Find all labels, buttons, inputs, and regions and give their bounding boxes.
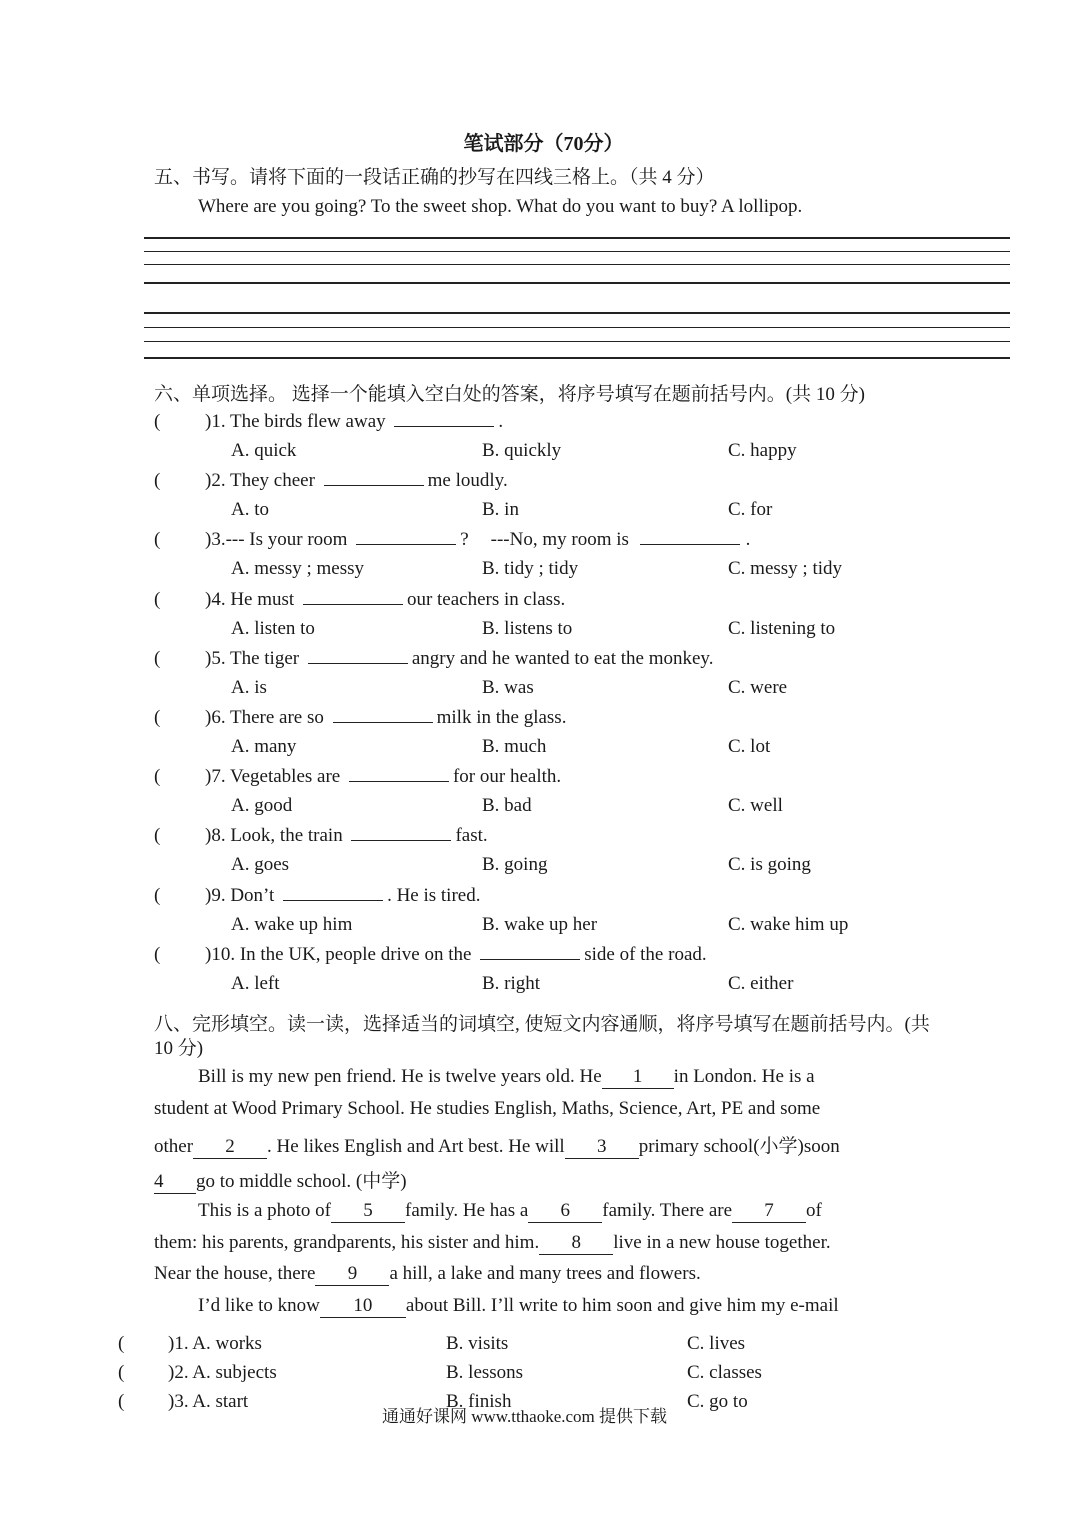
answer-bracket[interactable]: (	[154, 411, 161, 432]
option-a: A. to	[231, 499, 269, 520]
question-text: )10. In the UK, people drive on the side of the road.	[205, 944, 707, 965]
cloze-line: student at Wood Primary School. He studies English, Maths, Science, Art, PE and some	[154, 1098, 821, 1119]
answer-bracket[interactable]: (	[154, 529, 161, 550]
section6-heading: 六、单项选择。 选择一个能填入空白处的答案，将序号填写在题前括号内。(共 10 分)	[154, 384, 865, 405]
cloze-option-num: )2. A. subjects	[168, 1362, 277, 1383]
option-a: A. wake up him	[231, 914, 353, 935]
answer-blank[interactable]	[480, 958, 580, 960]
section8-heading-cont: 10 分)	[154, 1038, 204, 1059]
answer-bracket[interactable]: (	[154, 648, 161, 669]
question-text: )5. The tiger angry and he wanted to eat the monkey.	[205, 648, 714, 669]
option-a: A. many	[231, 736, 297, 757]
option-c: C. well	[728, 795, 783, 816]
answer-blank[interactable]	[333, 721, 433, 723]
option-b: B. much	[482, 736, 547, 757]
option-a: A. goes	[231, 854, 290, 875]
section5-heading: 五、书写。请将下面的一段话正确的抄写在四线三格上。（共 4 分）	[154, 167, 715, 188]
answer-blank[interactable]	[356, 543, 456, 545]
section8-heading: 八、完形填空。读一读，选择适当的词填空, 使短文内容通顺，将序号填写在题前括号内。(共	[154, 1014, 930, 1035]
option-c: C. listening to	[728, 618, 836, 639]
question-text: )8. Look, the train fast.	[205, 825, 488, 846]
option-c: C. happy	[728, 440, 797, 461]
answer-blank[interactable]	[640, 543, 740, 545]
option-c: C. either	[728, 973, 794, 994]
answer-blank[interactable]	[324, 484, 424, 486]
cloze-blank-8[interactable]: 8	[539, 1232, 613, 1255]
option-a: A. is	[231, 677, 267, 698]
cloze-line: Near the house, there 9 a hill, a lake and many trees and flowers.	[154, 1263, 701, 1284]
cloze-line: Bill is my new pen friend. He is twelve years old. He 1 in London. He is a	[198, 1066, 815, 1087]
answer-blank[interactable]	[303, 603, 403, 605]
option-b: B. right	[482, 973, 541, 994]
question-text: )1. The birds flew away .	[205, 411, 504, 432]
answer-blank[interactable]	[394, 425, 494, 427]
section5-copy-text: Where are you going? To the sweet shop. What do you want to buy? A lollipop.	[198, 196, 803, 217]
answer-bracket[interactable]: (	[154, 825, 161, 846]
page-title: 笔试部分（70分）	[463, 133, 624, 155]
answer-bracket[interactable]: (	[154, 944, 161, 965]
cloze-line: 4 go to middle school. (中学)	[154, 1171, 407, 1192]
option-b: B. quickly	[482, 440, 562, 461]
option-a: A. messy ; messy	[231, 558, 364, 579]
answer-bracket[interactable]: (	[154, 470, 161, 491]
answer-blank[interactable]	[349, 780, 449, 782]
cloze-line: This is a photo of 5 family. He has a 6 family. There are 7 of	[198, 1200, 822, 1221]
option-b: B. going	[482, 854, 548, 875]
cloze-option-c: C. go to	[687, 1391, 748, 1412]
question-text: )4. He must our teachers in class.	[205, 589, 566, 610]
cloze-line: them: his parents, grandparents, his sister and him. 8 live in a new house together.	[154, 1232, 831, 1253]
option-c: C. for	[728, 499, 773, 520]
question-text: )2. They cheer me loudly.	[205, 470, 508, 491]
cloze-option-c: C. classes	[687, 1362, 762, 1383]
cloze-option-num: )1. A. works	[168, 1333, 262, 1354]
option-c: C. is going	[728, 854, 811, 875]
option-b: B. in	[482, 499, 519, 520]
cloze-option-b: B. lessons	[446, 1362, 524, 1383]
option-c: C. wake him up	[728, 914, 849, 935]
footer-source: 通通好课网 www.tthaoke.com 提供下载	[382, 1407, 668, 1426]
answer-blank[interactable]	[351, 839, 451, 841]
option-a: A. left	[231, 973, 280, 994]
cloze-blank-10[interactable]: 10	[320, 1295, 406, 1318]
cloze-option-c: C. lives	[687, 1333, 746, 1354]
question-text: )3.--- Is your room ? ---No, my room is .	[205, 529, 751, 550]
option-b: B. tidy ; tidy	[482, 558, 579, 579]
option-b: B. wake up her	[482, 914, 598, 935]
option-c: C. were	[728, 677, 788, 698]
option-a: A. quick	[231, 440, 297, 461]
cloze-blank-5[interactable]: 5	[331, 1200, 405, 1223]
answer-blank[interactable]	[283, 899, 383, 901]
question-text: )7. Vegetables are for our health.	[205, 766, 562, 787]
option-b: B. bad	[482, 795, 532, 816]
option-c: C. messy ; tidy	[728, 558, 843, 579]
cloze-option-num: )3. A. start	[168, 1391, 249, 1412]
cloze-line: I’d like to know 10 about Bill. I’ll write to him soon and give him my e-mail	[198, 1295, 839, 1316]
cloze-line: other 2 . He likes English and Art best. He will 3 primary school(小学)soon	[154, 1136, 840, 1157]
cloze-blank-2[interactable]: 2	[193, 1136, 267, 1159]
answer-bracket[interactable]: (	[118, 1391, 125, 1412]
option-a: A. good	[231, 795, 293, 816]
question-text: )6. There are so milk in the glass.	[205, 707, 567, 728]
cloze-blank-4[interactable]: 4	[154, 1171, 196, 1194]
question-text: )9. Don’t . He is tired.	[205, 885, 481, 906]
option-b: B. listens to	[482, 618, 573, 639]
answer-bracket[interactable]: (	[154, 589, 161, 610]
cloze-option-b: B. finish	[446, 1391, 512, 1412]
option-c: C. lot	[728, 736, 771, 757]
answer-bracket[interactable]: (	[154, 885, 161, 906]
answer-bracket[interactable]: (	[118, 1333, 125, 1354]
answer-blank[interactable]	[308, 662, 408, 664]
cloze-blank-3[interactable]: 3	[565, 1136, 639, 1159]
answer-bracket[interactable]: (	[118, 1362, 125, 1383]
cloze-option-b: B. visits	[446, 1333, 509, 1354]
answer-bracket[interactable]: (	[154, 707, 161, 728]
cloze-blank-6[interactable]: 6	[528, 1200, 602, 1223]
option-b: B. was	[482, 677, 534, 698]
option-a: A. listen to	[231, 618, 315, 639]
cloze-blank-1[interactable]: 1	[602, 1066, 674, 1089]
cloze-blank-9[interactable]: 9	[315, 1263, 389, 1286]
cloze-blank-7[interactable]: 7	[732, 1200, 806, 1223]
answer-bracket[interactable]: (	[154, 766, 161, 787]
